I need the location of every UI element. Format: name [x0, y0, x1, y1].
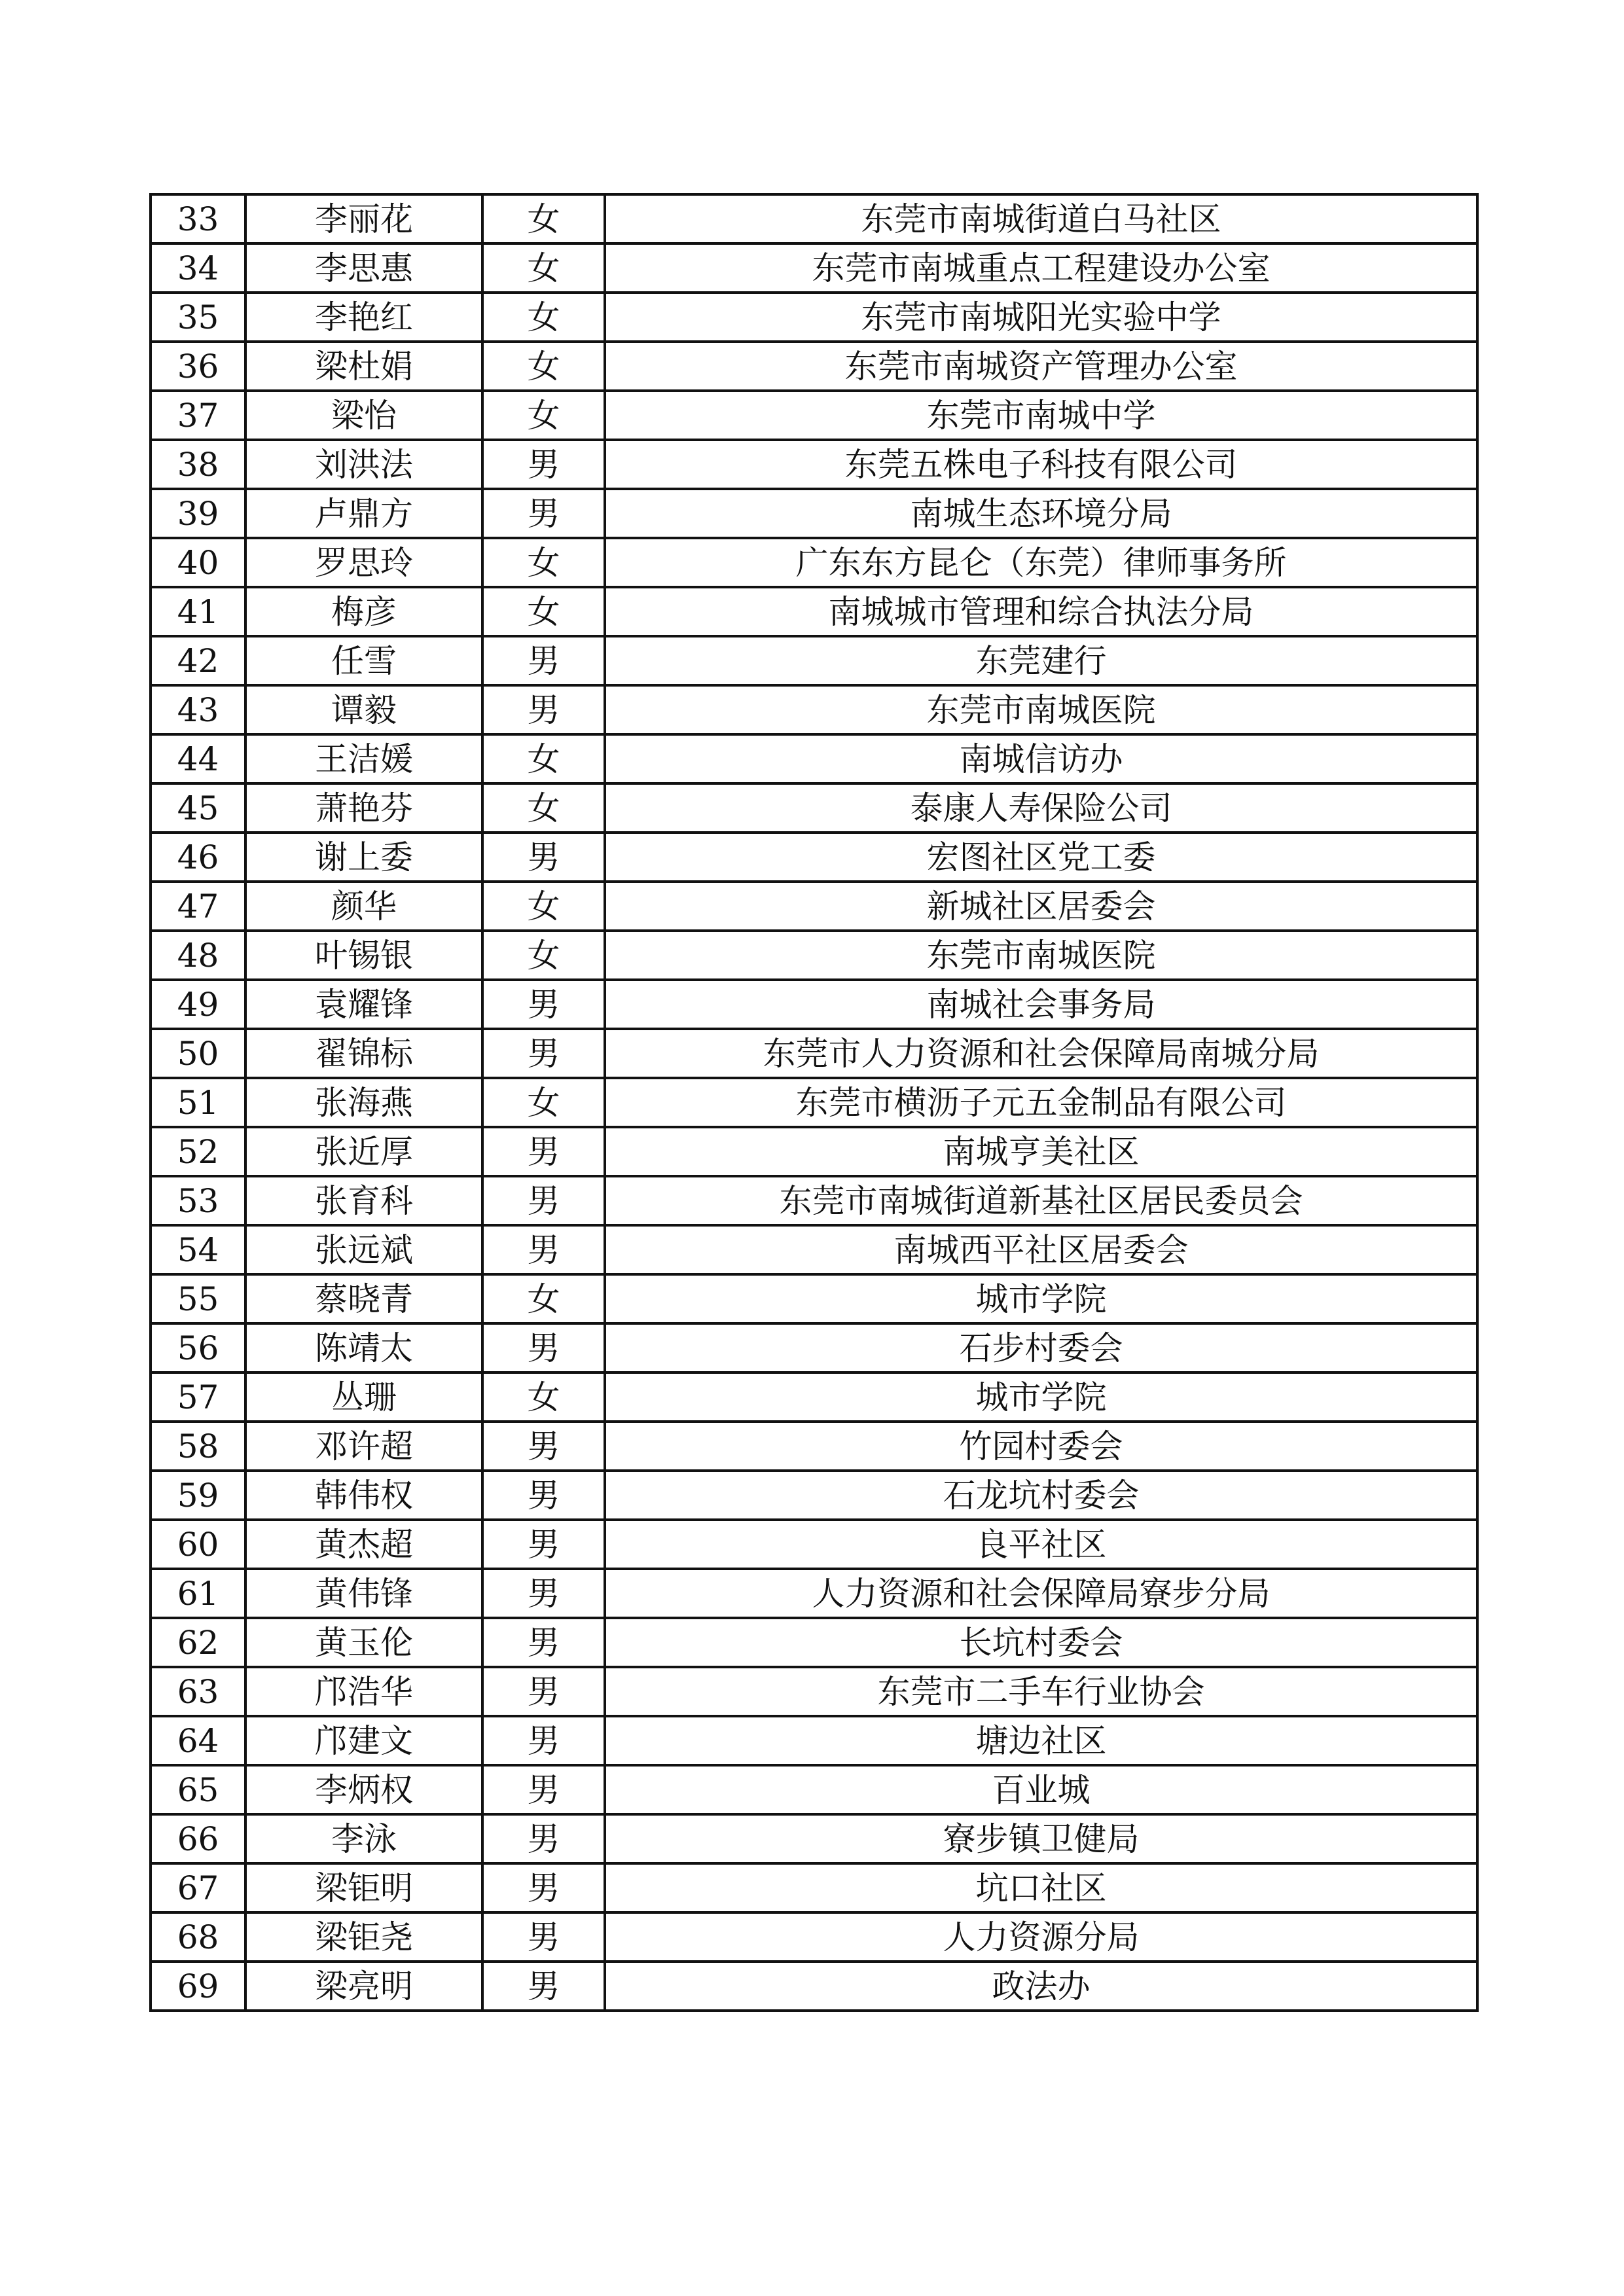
gender-cell: 女 [482, 882, 605, 931]
gender-cell: 男 [482, 1176, 605, 1225]
gender-cell: 女 [482, 1274, 605, 1323]
row-number-cell: 55 [151, 1274, 245, 1323]
unit-cell: 城市学院 [605, 1274, 1477, 1323]
row-number-cell: 50 [151, 1029, 245, 1078]
table-row [151, 1471, 1477, 1520]
table-row [151, 685, 1477, 734]
row-number-cell: 69 [151, 1962, 245, 2011]
row-number-cell: 38 [151, 440, 245, 489]
gender-cell: 男 [482, 1716, 605, 1765]
unit-cell: 南城社会事务局 [605, 980, 1477, 1029]
gender-cell: 男 [482, 1814, 605, 1863]
gender-cell: 男 [482, 1029, 605, 1078]
gender-cell: 男 [482, 440, 605, 489]
unit-cell: 东莞市南城医院 [605, 931, 1477, 980]
name-cell: 张海燕 [245, 1078, 482, 1127]
unit-cell: 泰康人寿保险公司 [605, 783, 1477, 833]
row-number-cell: 36 [151, 342, 245, 391]
gender-cell: 男 [482, 1422, 605, 1471]
table-row [151, 1569, 1477, 1618]
unit-cell: 东莞市南城中学 [605, 391, 1477, 440]
name-cell: 王洁媛 [245, 734, 482, 783]
row-number-cell: 60 [151, 1520, 245, 1569]
table-row [151, 440, 1477, 489]
row-number-cell: 42 [151, 636, 245, 685]
table-row [151, 1127, 1477, 1176]
name-cell: 萧艳芬 [245, 783, 482, 833]
table-row [151, 1176, 1477, 1225]
table-row [151, 1765, 1477, 1814]
name-cell: 梁亮明 [245, 1962, 482, 2011]
table-row [151, 243, 1477, 293]
name-cell: 任雪 [245, 636, 482, 685]
row-number-cell: 64 [151, 1716, 245, 1765]
unit-cell: 东莞市人力资源和社会保障局南城分局 [605, 1029, 1477, 1078]
row-number-cell: 47 [151, 882, 245, 931]
row-number-cell: 58 [151, 1422, 245, 1471]
name-cell: 梁杜娟 [245, 342, 482, 391]
unit-cell: 东莞市南城阳光实验中学 [605, 293, 1477, 342]
row-number-cell: 68 [151, 1912, 245, 1962]
table-row [151, 1372, 1477, 1422]
name-cell: 黄伟锋 [245, 1569, 482, 1618]
roster-table-body [151, 194, 1477, 2011]
row-number-cell: 53 [151, 1176, 245, 1225]
unit-cell: 寮步镇卫健局 [605, 1814, 1477, 1863]
row-number-cell: 65 [151, 1765, 245, 1814]
row-number-cell: 54 [151, 1225, 245, 1274]
gender-cell: 女 [482, 931, 605, 980]
table-row [151, 931, 1477, 980]
table-row [151, 1323, 1477, 1372]
table-row [151, 1716, 1477, 1765]
unit-cell: 良平社区 [605, 1520, 1477, 1569]
gender-cell: 男 [482, 1225, 605, 1274]
row-number-cell: 43 [151, 685, 245, 734]
gender-cell: 女 [482, 194, 605, 243]
name-cell: 卢鼎方 [245, 489, 482, 538]
gender-cell: 女 [482, 243, 605, 293]
gender-cell: 女 [482, 734, 605, 783]
unit-cell: 长坑村委会 [605, 1618, 1477, 1667]
unit-cell: 东莞市南城街道白马社区 [605, 194, 1477, 243]
name-cell: 梁钜尧 [245, 1912, 482, 1962]
unit-cell: 东莞市横沥子元五金制品有限公司 [605, 1078, 1477, 1127]
row-number-cell: 66 [151, 1814, 245, 1863]
row-number-cell: 56 [151, 1323, 245, 1372]
gender-cell: 男 [482, 1323, 605, 1372]
row-number-cell: 61 [151, 1569, 245, 1618]
unit-cell: 广东东方昆仑（东莞）律师事务所 [605, 538, 1477, 587]
row-number-cell: 40 [151, 538, 245, 587]
unit-cell: 东莞市南城资产管理办公室 [605, 342, 1477, 391]
table-row [151, 1962, 1477, 2011]
gender-cell: 男 [482, 1471, 605, 1520]
unit-cell: 百业城 [605, 1765, 1477, 1814]
gender-cell: 男 [482, 1765, 605, 1814]
name-cell: 陈靖太 [245, 1323, 482, 1372]
unit-cell: 竹园村委会 [605, 1422, 1477, 1471]
name-cell: 李泳 [245, 1814, 482, 1863]
gender-cell: 女 [482, 1078, 605, 1127]
gender-cell: 男 [482, 1863, 605, 1912]
name-cell: 翟锦标 [245, 1029, 482, 1078]
gender-cell: 男 [482, 636, 605, 685]
unit-cell: 坑口社区 [605, 1863, 1477, 1912]
table-row [151, 1520, 1477, 1569]
row-number-cell: 34 [151, 243, 245, 293]
name-cell: 邝建文 [245, 1716, 482, 1765]
table-row [151, 538, 1477, 587]
name-cell: 李艳红 [245, 293, 482, 342]
name-cell: 梅彦 [245, 587, 482, 636]
unit-cell: 南城信访办 [605, 734, 1477, 783]
gender-cell: 女 [482, 538, 605, 587]
unit-cell: 南城亨美社区 [605, 1127, 1477, 1176]
table-row [151, 489, 1477, 538]
table-row [151, 1618, 1477, 1667]
gender-cell: 男 [482, 1127, 605, 1176]
name-cell: 罗思玲 [245, 538, 482, 587]
gender-cell: 女 [482, 587, 605, 636]
name-cell: 邝浩华 [245, 1667, 482, 1716]
unit-cell: 东莞五株电子科技有限公司 [605, 440, 1477, 489]
row-number-cell: 41 [151, 587, 245, 636]
table-row [151, 1422, 1477, 1471]
gender-cell: 男 [482, 489, 605, 538]
table-row [151, 1029, 1477, 1078]
table-row [151, 1225, 1477, 1274]
table-row [151, 1078, 1477, 1127]
name-cell: 李丽花 [245, 194, 482, 243]
unit-cell: 人力资源分局 [605, 1912, 1477, 1962]
unit-cell: 石龙坑村委会 [605, 1471, 1477, 1520]
name-cell: 李思惠 [245, 243, 482, 293]
row-number-cell: 48 [151, 931, 245, 980]
name-cell: 邓许超 [245, 1422, 482, 1471]
table-row [151, 1814, 1477, 1863]
gender-cell: 女 [482, 342, 605, 391]
unit-cell: 人力资源和社会保障局寮步分局 [605, 1569, 1477, 1618]
gender-cell: 女 [482, 783, 605, 833]
unit-cell: 东莞市南城街道新基社区居民委员会 [605, 1176, 1477, 1225]
table-row [151, 293, 1477, 342]
name-cell: 颜华 [245, 882, 482, 931]
row-number-cell: 37 [151, 391, 245, 440]
name-cell: 张远斌 [245, 1225, 482, 1274]
table-row [151, 783, 1477, 833]
row-number-cell: 63 [151, 1667, 245, 1716]
unit-cell: 城市学院 [605, 1372, 1477, 1422]
gender-cell: 男 [482, 1667, 605, 1716]
gender-cell: 女 [482, 1372, 605, 1422]
name-cell: 张近厚 [245, 1127, 482, 1176]
unit-cell: 新城社区居委会 [605, 882, 1477, 931]
table-row [151, 194, 1477, 243]
table-row [151, 342, 1477, 391]
name-cell: 梁怡 [245, 391, 482, 440]
name-cell: 丛珊 [245, 1372, 482, 1422]
gender-cell: 男 [482, 980, 605, 1029]
gender-cell: 男 [482, 833, 605, 882]
unit-cell: 宏图社区党工委 [605, 833, 1477, 882]
unit-cell: 东莞市南城重点工程建设办公室 [605, 243, 1477, 293]
name-cell: 韩伟权 [245, 1471, 482, 1520]
gender-cell: 男 [482, 1618, 605, 1667]
row-number-cell: 35 [151, 293, 245, 342]
table-row [151, 1863, 1477, 1912]
name-cell: 黄杰超 [245, 1520, 482, 1569]
row-number-cell: 33 [151, 194, 245, 243]
table-row [151, 391, 1477, 440]
name-cell: 李炳权 [245, 1765, 482, 1814]
table-row [151, 882, 1477, 931]
table-row [151, 1912, 1477, 1962]
gender-cell: 女 [482, 293, 605, 342]
name-cell: 蔡晓青 [245, 1274, 482, 1323]
row-number-cell: 57 [151, 1372, 245, 1422]
unit-cell: 石步村委会 [605, 1323, 1477, 1372]
table-row [151, 587, 1477, 636]
name-cell: 袁耀锋 [245, 980, 482, 1029]
unit-cell: 塘边社区 [605, 1716, 1477, 1765]
table-row [151, 1274, 1477, 1323]
row-number-cell: 51 [151, 1078, 245, 1127]
row-number-cell: 52 [151, 1127, 245, 1176]
gender-cell: 男 [482, 1569, 605, 1618]
unit-cell: 南城生态环境分局 [605, 489, 1477, 538]
roster-table [149, 193, 1479, 2012]
row-number-cell: 49 [151, 980, 245, 1029]
gender-cell: 女 [482, 391, 605, 440]
table-row [151, 734, 1477, 783]
table-row [151, 833, 1477, 882]
row-number-cell: 39 [151, 489, 245, 538]
table-row [151, 980, 1477, 1029]
unit-cell: 南城西平社区居委会 [605, 1225, 1477, 1274]
table-row [151, 636, 1477, 685]
row-number-cell: 46 [151, 833, 245, 882]
unit-cell: 南城城市管理和综合执法分局 [605, 587, 1477, 636]
unit-cell: 东莞建行 [605, 636, 1477, 685]
gender-cell: 男 [482, 1912, 605, 1962]
gender-cell: 男 [482, 1520, 605, 1569]
name-cell: 梁钜明 [245, 1863, 482, 1912]
unit-cell: 东莞市南城医院 [605, 685, 1477, 734]
row-number-cell: 59 [151, 1471, 245, 1520]
row-number-cell: 45 [151, 783, 245, 833]
name-cell: 谭毅 [245, 685, 482, 734]
unit-cell: 政法办 [605, 1962, 1477, 2011]
name-cell: 张育科 [245, 1176, 482, 1225]
name-cell: 谢上委 [245, 833, 482, 882]
name-cell: 黄玉伦 [245, 1618, 482, 1667]
gender-cell: 男 [482, 685, 605, 734]
row-number-cell: 62 [151, 1618, 245, 1667]
name-cell: 叶锡银 [245, 931, 482, 980]
table-row [151, 1667, 1477, 1716]
gender-cell: 男 [482, 1962, 605, 2011]
name-cell: 刘洪法 [245, 440, 482, 489]
row-number-cell: 44 [151, 734, 245, 783]
unit-cell: 东莞市二手车行业协会 [605, 1667, 1477, 1716]
row-number-cell: 67 [151, 1863, 245, 1912]
